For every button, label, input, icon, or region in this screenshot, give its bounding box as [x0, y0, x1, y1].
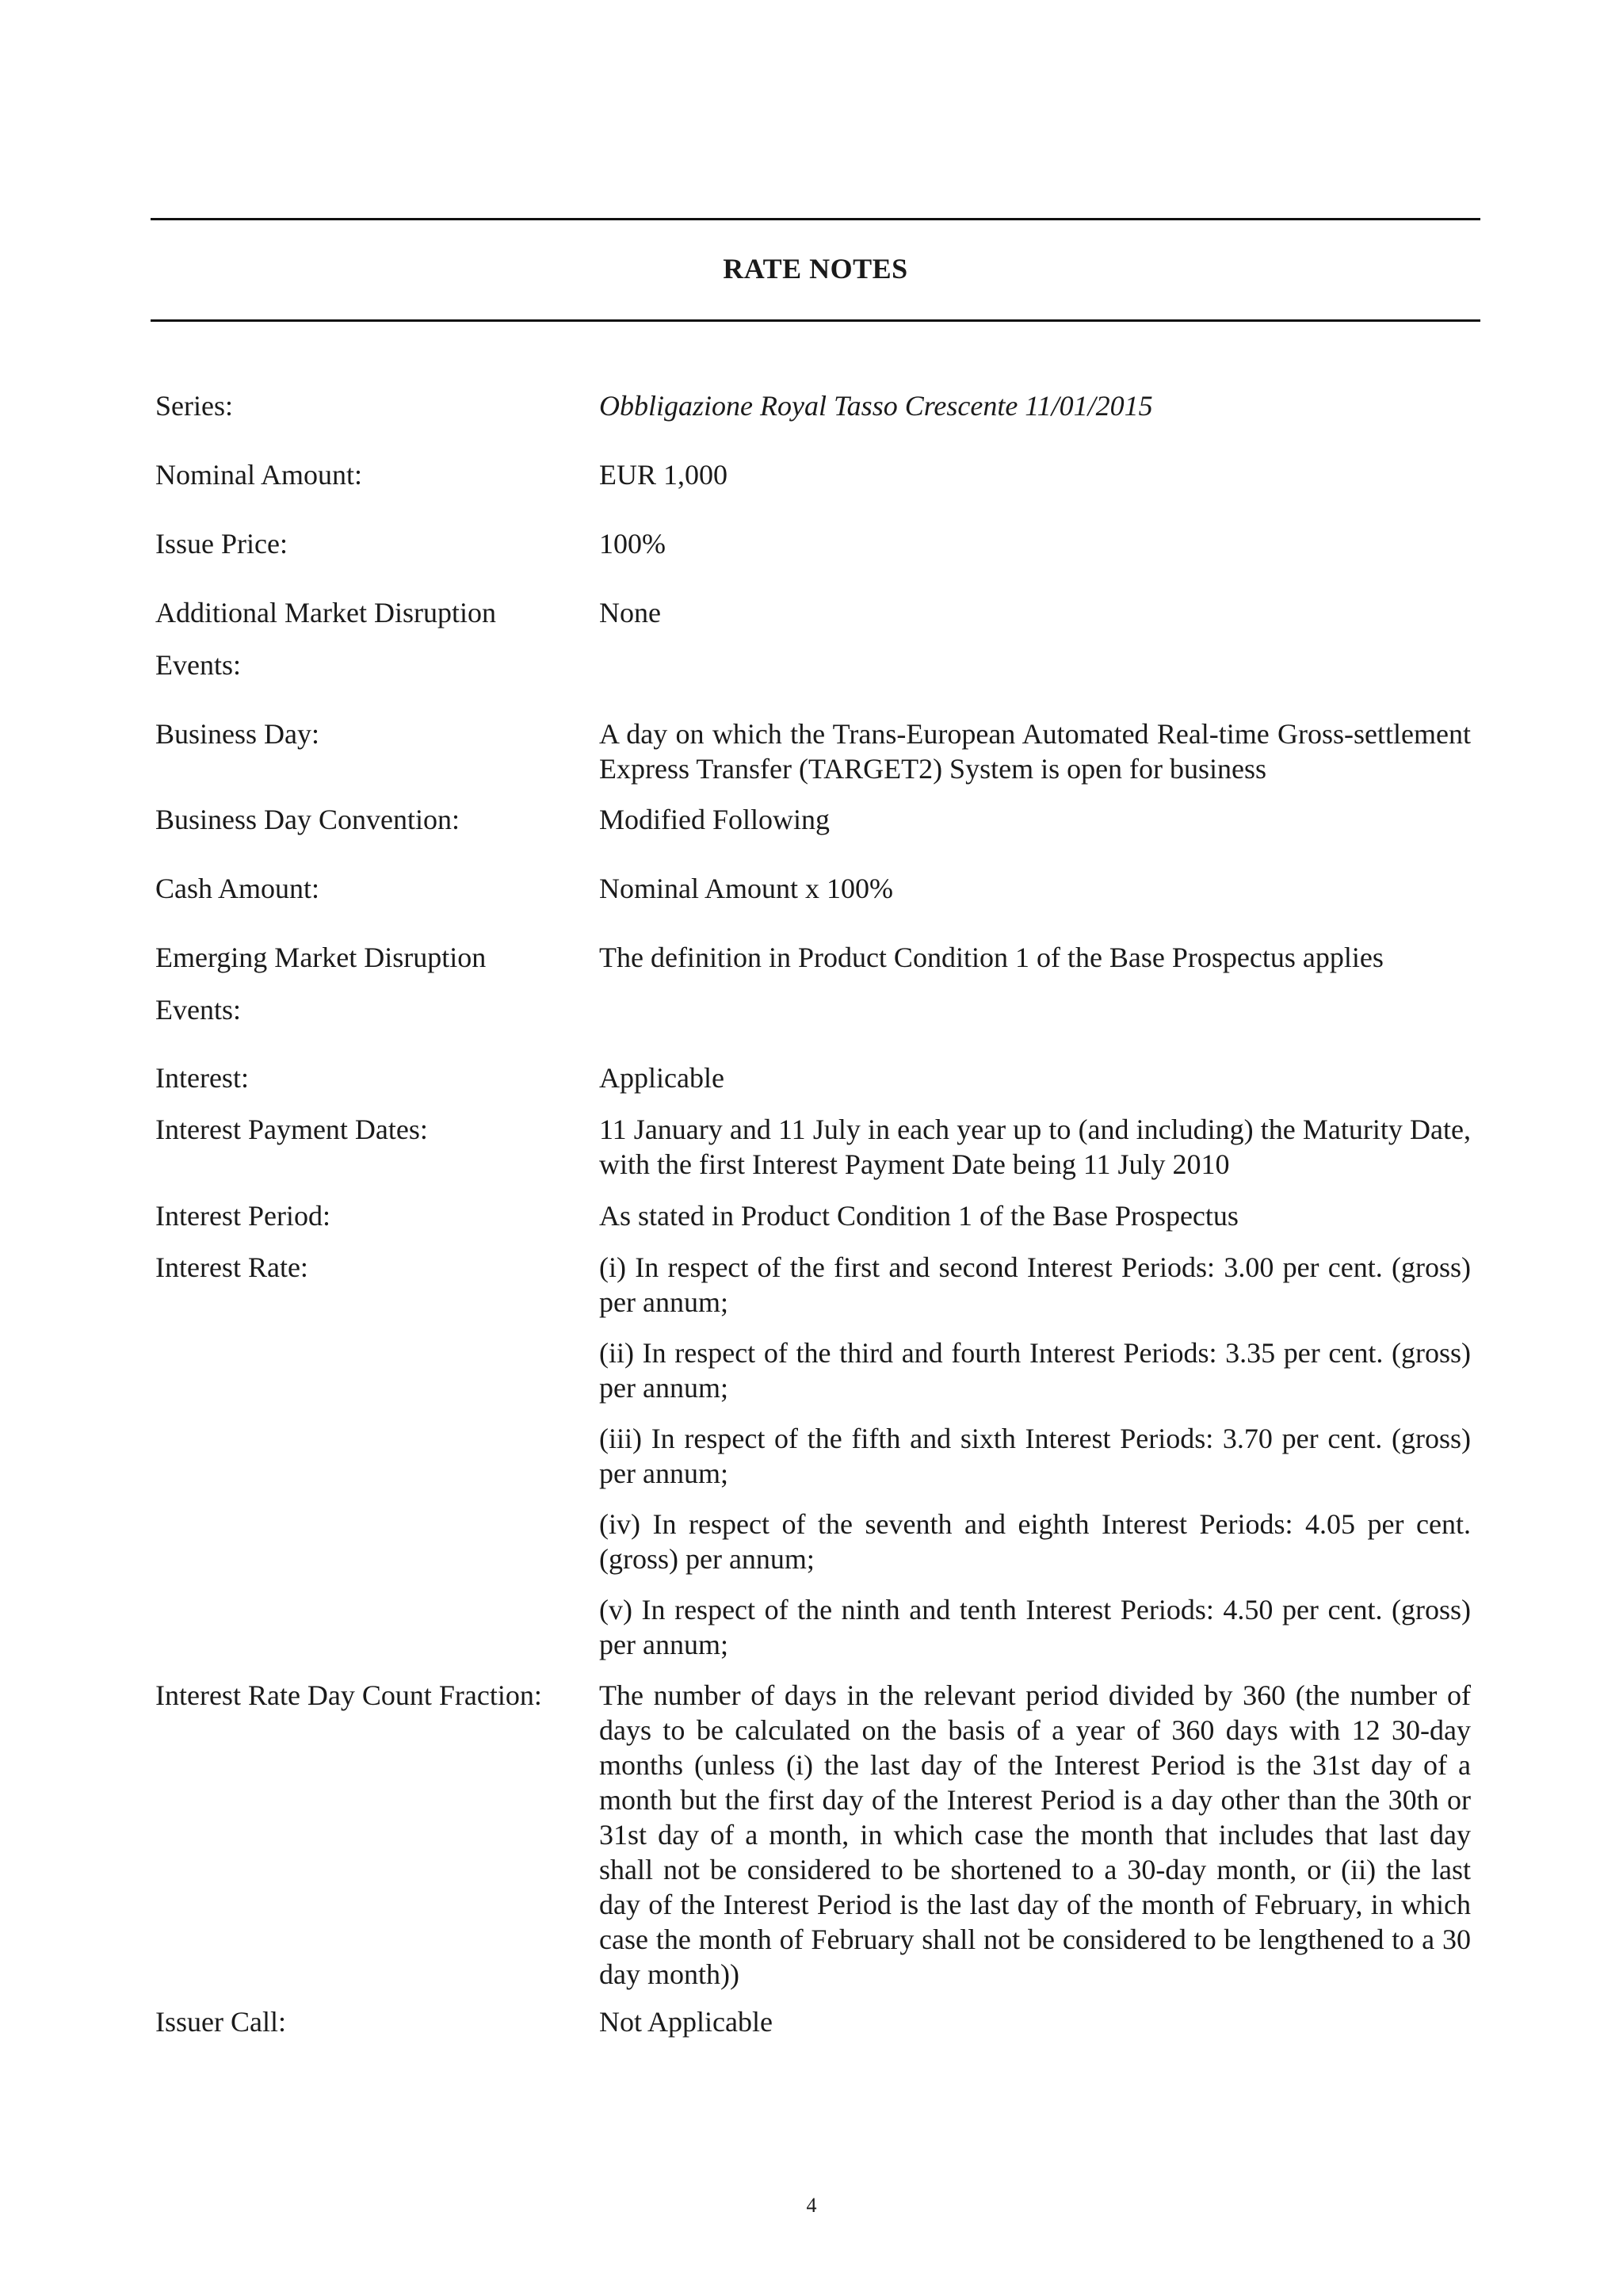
row-label: Interest Rate: [155, 1251, 308, 1283]
row-value: The number of days in the relevant period divided by 360 (the number of days to be calculated on the basis of a year of 360 days with 12 30-day months (unless (i) the last day of the Interest Period is the 31st day of a month but the first day of the Interest Period is a day other than the 30th or 31st day of a month, in which case the month that includes that last day shall not be considered to be shortened to a 30-day month, or (ii) the last day of the Interest Period is the last day of the month of February, in which case the month of February shall not be considered to be lengthened to a 30 day month)) [599, 1679, 1471, 1990]
row-value: None [599, 597, 661, 628]
page-number: 4 [806, 2194, 817, 2217]
row-label: Nominal Amount: [155, 459, 362, 491]
row-label: Emerging Market Disruption Events: [155, 942, 487, 1026]
row-label: Additional Market Disruption Events: [155, 597, 496, 681]
row-value: As stated in Product Condition 1 of the Base Prospectus [599, 1200, 1239, 1232]
row-value: 11 January and 11 July in each year up to (and including) the Maturity Date, with the first Interest Payment Date being 11 July 2010 [599, 1114, 1471, 1180]
row-value: A day on which the Trans-European Automated Real-time Gross-settlement Express Transfer (TARGET2) System is open for business [599, 718, 1471, 785]
row-label: Cash Amount: [155, 873, 320, 904]
row-value: Nominal Amount x 100% [599, 873, 893, 904]
row-value: Obbligazione Royal Tasso Crescente 11/01/2015 [599, 390, 1153, 422]
row-value: Applicable [599, 1062, 724, 1094]
page-title: RATE NOTES [723, 253, 908, 285]
interest-rate-item: (iii) In respect of the fifth and sixth Interest Periods: 3.70 per cent. (gross) per annum; [599, 1423, 1471, 1489]
row-label: Interest Period: [155, 1200, 330, 1232]
top-rule [151, 218, 1480, 220]
row-value: Modified Following [599, 804, 831, 835]
row-label: Interest Rate Day Count Fraction: [155, 1679, 542, 1711]
interest-rate-item: (v) In respect of the ninth and tenth Interest Periods: 4.50 per cent. (gross) per annum; [599, 1594, 1471, 1660]
row-label: Business Day: [155, 718, 319, 750]
interest-rate-item: (iv) In respect of the seventh and eighth Interest Periods: 4.05 per cent. (gross) per annum; [599, 1508, 1471, 1575]
row-label: Issuer Call: [155, 2006, 286, 2038]
row-value: 100% [599, 528, 666, 560]
row-value [599, 1250, 1471, 1678]
interest-rate-item: (i) In respect of the first and second Interest Periods: 3.00 per cent. (gross) per annum; [599, 1251, 1471, 1318]
bottom-rule [151, 319, 1480, 322]
row-label: Issue Price: [155, 528, 288, 560]
row-value: The definition in Product Condition 1 of the Base Prospectus applies [599, 942, 1384, 973]
row-label: Business Day Convention: [155, 804, 460, 835]
row-label: Interest: [155, 1062, 249, 1094]
row-label: Interest Payment Dates: [155, 1114, 428, 1145]
row-label: Series: [155, 390, 233, 422]
row-value: Not Applicable [599, 2006, 773, 2038]
row-value: EUR 1,000 [599, 459, 727, 491]
interest-rate-item: (ii) In respect of the third and fourth Interest Periods: 3.35 per cent. (gross) per annum; [599, 1337, 1471, 1404]
